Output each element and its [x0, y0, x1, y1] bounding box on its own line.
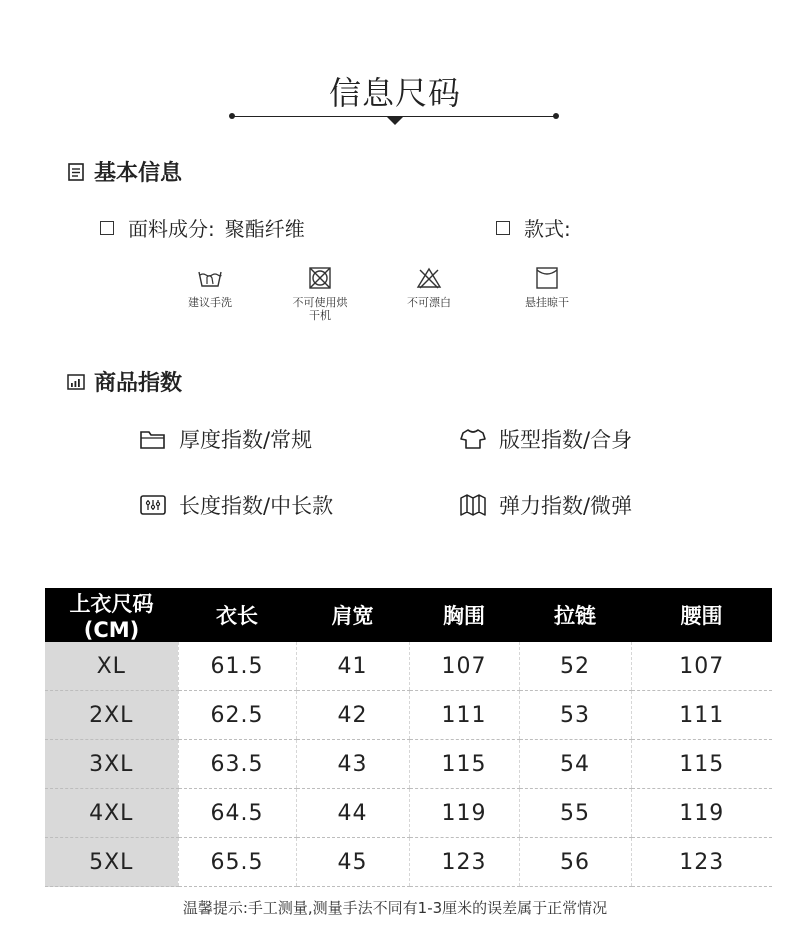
- basic-info-heading: [66, 156, 182, 187]
- hand-wash-icon: [197, 266, 223, 290]
- table-cell: 123: [631, 838, 772, 887]
- table-cell: 54: [519, 740, 631, 789]
- table-row: [45, 789, 772, 838]
- table-cell: 119: [631, 789, 772, 838]
- divider-arrow-icon: [387, 117, 403, 125]
- footer-note: 温馨提示:手工测量,测量手法不同有1-3厘米的误差属于正常情况: [182, 899, 608, 917]
- header-cell: 腰围: [631, 588, 772, 642]
- care-item-hand-wash: [165, 266, 255, 309]
- divider-dot-left: [229, 113, 235, 119]
- table-cell: 55: [519, 789, 631, 838]
- table-cell: 111: [409, 691, 519, 740]
- page-title: 信息尺码: [328, 74, 461, 112]
- table-cell: 115: [409, 740, 519, 789]
- size-cell: XL: [45, 642, 178, 691]
- fabric-checkbox: [100, 221, 114, 235]
- size-table: [45, 588, 772, 887]
- fit-label: 版型指数/合身: [499, 428, 633, 452]
- table-cell: 107: [631, 642, 772, 691]
- care-label: 建议手洗: [188, 296, 232, 309]
- table-cell: 119: [409, 789, 519, 838]
- style-row: [496, 213, 571, 242]
- table-cell: 41: [296, 642, 409, 691]
- header-cell: 胸围: [409, 588, 519, 642]
- table-cell: 62.5: [178, 691, 296, 740]
- care-label: 悬挂晾干: [525, 296, 569, 309]
- table-row: [45, 642, 772, 691]
- table-cell: 61.5: [178, 642, 296, 691]
- table-cell: 111: [631, 691, 772, 740]
- bar-chart-icon: [66, 372, 86, 392]
- fit-index: [459, 424, 632, 454]
- divider-dot-right: [553, 113, 559, 119]
- table-cell: 115: [631, 740, 772, 789]
- length-index: [139, 490, 333, 520]
- elasticity-index: [459, 490, 632, 520]
- fabric-value: 聚酯纤维: [224, 217, 305, 241]
- table-cell: 123: [409, 838, 519, 887]
- product-index-title: 商品指数: [94, 371, 183, 396]
- table-cell: 52: [519, 642, 631, 691]
- thickness-label: 厚度指数/常规: [179, 428, 313, 452]
- fabric-row: [100, 213, 305, 242]
- thickness-index: [139, 424, 312, 454]
- table-cell: 107: [409, 642, 519, 691]
- table-header-row: [45, 588, 772, 642]
- no-bleach-icon: [416, 266, 442, 290]
- size-cell: 5XL: [45, 838, 178, 887]
- table-cell: 53: [519, 691, 631, 740]
- care-item-hang-dry: [502, 266, 592, 309]
- table-row: [45, 838, 772, 887]
- header-cell: 衣长: [178, 588, 296, 642]
- care-label: 不可使用烘干机: [292, 296, 348, 322]
- document-icon: [66, 162, 86, 182]
- header-cell: 上衣尺码(CM): [45, 588, 178, 642]
- size-cell: 4XL: [45, 789, 178, 838]
- product-index-heading: [66, 366, 182, 397]
- style-label: 款式:: [524, 217, 571, 241]
- table-row: [45, 691, 772, 740]
- header-cell: 肩宽: [296, 588, 409, 642]
- table-cell: 65.5: [178, 838, 296, 887]
- table-row: [45, 740, 772, 789]
- tshirt-icon: [459, 427, 487, 451]
- table-cell: 42: [296, 691, 409, 740]
- table-cell: 43: [296, 740, 409, 789]
- care-item-no-tumble-dry: [275, 266, 365, 322]
- elastic-icon: [459, 493, 487, 517]
- folder-icon: [139, 427, 167, 451]
- elasticity-label: 弹力指数/微弹: [499, 494, 633, 518]
- table-cell: 44: [296, 789, 409, 838]
- hang-dry-icon: [534, 266, 560, 290]
- length-label: 长度指数/中长款: [179, 494, 334, 518]
- basic-info-title: 基本信息: [94, 161, 183, 186]
- length-icon: [139, 493, 167, 517]
- fabric-label: 面料成分:: [128, 217, 215, 241]
- table-cell: 45: [296, 838, 409, 887]
- table-cell: 56: [519, 838, 631, 887]
- table-cell: 64.5: [178, 789, 296, 838]
- no-tumble-dry-icon: [307, 266, 333, 290]
- table-cell: 63.5: [178, 740, 296, 789]
- care-item-no-bleach: [384, 266, 474, 309]
- size-cell: 3XL: [45, 740, 178, 789]
- care-label: 不可漂白: [407, 296, 451, 309]
- header-cell: 拉链: [519, 588, 631, 642]
- size-cell: 2XL: [45, 691, 178, 740]
- style-checkbox: [496, 221, 510, 235]
